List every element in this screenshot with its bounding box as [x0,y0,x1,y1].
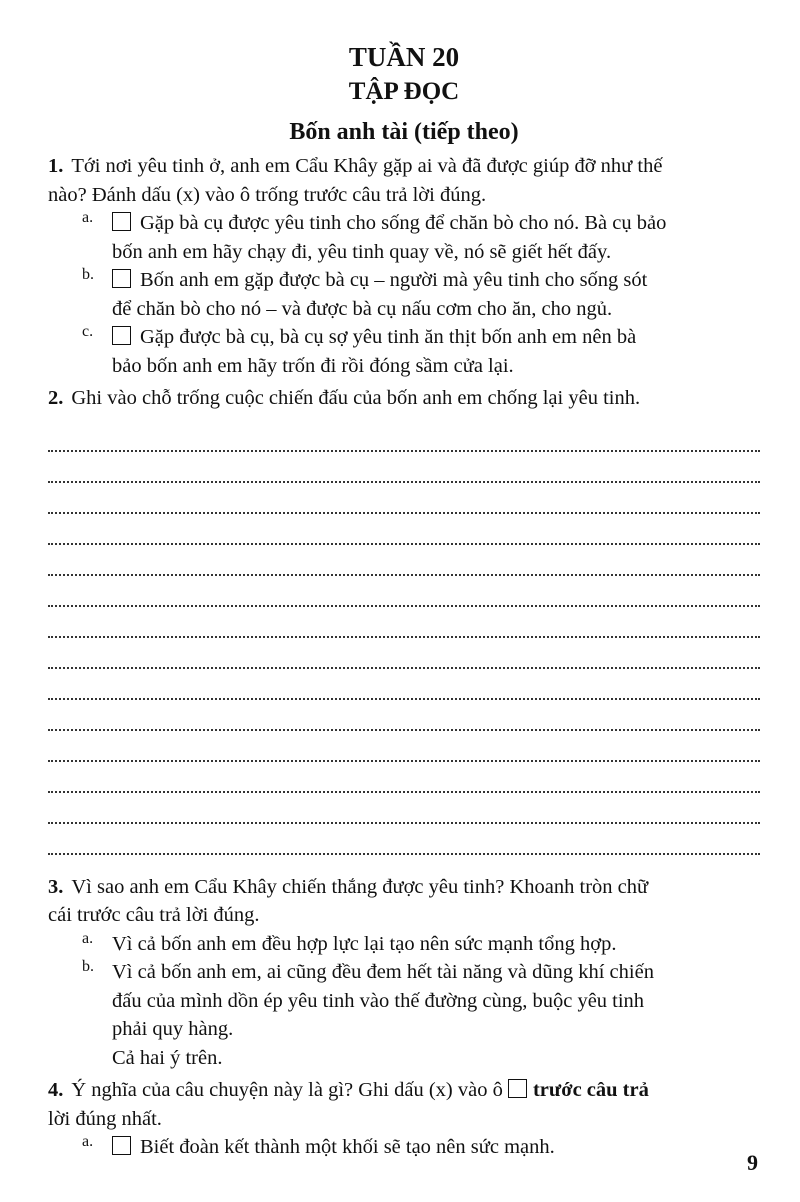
checkbox-icon [508,1079,527,1098]
question-4-prompt-part2: trước câu trả [532,1079,649,1101]
option-letter: a. [82,929,94,947]
option-text: Gặp được bà cụ, bà cụ sợ yêu tinh ăn thịt bốn anh em nên bà [140,326,637,348]
question-3 [48,873,760,1073]
question-1-option-b [82,266,760,323]
question-3-option-a[interactable] [82,930,760,959]
answer-line[interactable] [48,421,760,452]
option-text: Vì cả bốn anh em đều hợp lực lại tạo nên sức mạnh tổng hợp. [112,932,617,955]
subject-heading: TẬP ĐỌC [348,78,460,105]
question-4-prompt-line2: lời đúng nhất. [48,1107,162,1130]
answer-line[interactable] [48,514,760,545]
checkbox[interactable] [112,1136,131,1155]
worksheet-page [48,40,760,1162]
answer-line[interactable] [48,483,760,514]
week-heading: TUẦN 20 [348,42,460,72]
answer-line[interactable] [48,638,760,669]
option-letter: a. [82,209,94,226]
question-2-prompt: Ghi vào chỗ trống cuộc chiến đấu của bốn anh em chống lại yêu tinh. [71,387,641,409]
answer-line[interactable] [48,824,760,855]
checkbox[interactable] [112,269,131,288]
page-number: 9 [747,1150,758,1175]
option-text-cont: đấu của mình dồn ép yêu tinh vào thế đường cùng, buộc yêu tinh [112,989,645,1012]
answer-line[interactable] [48,669,760,700]
answer-line[interactable] [48,576,760,607]
option-letter: b. [82,266,94,283]
question-4-number: 4. [48,1079,64,1101]
question-1-prompt-line2: nào? Đánh dấu (x) vào ô trống trước câu trả lời đúng. [48,183,487,206]
question-1-number: 1. [48,155,64,177]
question-2 [48,384,760,855]
answer-line[interactable] [48,700,760,731]
lesson-title: Bốn anh tài (tiếp theo) [289,119,519,145]
answer-line[interactable] [48,731,760,762]
answer-line[interactable] [48,545,760,576]
option-text: Vì cả bốn anh em, ai cũng đều đem hết tài năng và dũng khí chiến [112,961,654,983]
question-1 [48,152,760,380]
question-1-prompt-line1: Tới nơi yêu tinh ở, anh em Cẩu Khây gặp ai và đã được giúp đỡ như thế [71,155,663,177]
question-3-option-b[interactable] [82,958,760,1044]
question-1-option-a [82,209,760,266]
option-text: Gặp bà cụ được yêu tinh cho sống để chăn bò cho nó. Bà cụ bảo [140,212,667,234]
option-letter: a. [82,1133,94,1150]
answer-line[interactable] [48,607,760,638]
question-3-option-c[interactable]: Cả hai ý trên. [112,1046,223,1069]
option-text: Bốn anh em gặp được bà cụ – người mà yêu tinh cho sống sót [140,269,648,291]
option-text-cont: bốn anh em hãy chạy đi, yêu tinh quay về, nó sẽ giết hết đấy. [112,240,612,263]
question-1-option-c [82,323,760,380]
question-3-prompt-line1: Vì sao anh em Cẩu Khây chiến thắng được yêu tinh? Khoanh tròn chữ [71,875,649,898]
option-text: Biết đoàn kết thành một khối sẽ tạo nên sức mạnh. [140,1136,555,1158]
checkbox[interactable] [112,212,131,231]
option-text-cont: để chăn bò cho nó – và được bà cụ nấu cơm cho ăn, cho ngủ. [112,297,613,320]
answer-line[interactable] [48,762,760,793]
question-3-prompt-line2: cái trước câu trả lời đúng. [48,904,260,926]
option-letter: c. [82,323,94,340]
answer-line[interactable] [48,452,760,483]
question-3-number: 3. [48,875,64,898]
checkbox[interactable] [112,326,131,345]
question-4-prompt-part1: Ý nghĩa của câu chuyện này là gì? Ghi dấu (x) vào ô [71,1079,503,1101]
answer-area[interactable] [48,421,760,855]
question-4-option-a [82,1133,760,1162]
answer-line[interactable] [48,793,760,824]
question-2-number: 2. [48,387,64,409]
question-4 [48,1076,760,1162]
option-text-cont: bảo bốn anh em hãy trốn đi rồi đóng sầm cửa lại. [112,354,514,377]
option-text-cont: phải quy hàng. [112,1018,234,1040]
option-letter: b. [82,958,94,975]
